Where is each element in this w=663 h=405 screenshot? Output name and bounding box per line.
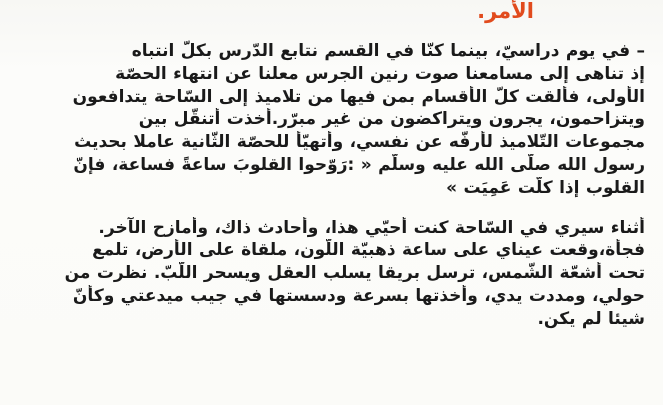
paragraph-one-line-1: – في يوم دراسيّ، بينما كنّا في القسم نتابع الدّرس بكلّ انتباه <box>131 41 645 61</box>
paragraph-one-line-5: مجموعات التّلاميذ لأرفّه عن نفسي، وأتهيّأ للحصّة الثّانية عاملا بحديث <box>74 132 645 153</box>
paragraph-one-line-7: القلوب إذا كلّت عَمِيَت » <box>446 177 645 198</box>
paragraph-one <box>16 40 645 200</box>
paragraph-two-line-2: فجأة،وقعت عيناي على ساعة ذهبيّة اللّون، ملقاة على الأرض، تلمع <box>92 240 645 261</box>
paragraph-two-line-3: تحت أشعّة الشّمس، ترسل بريقا يسلب العقل ويسحر اللّبّ. نظرت من <box>64 263 645 284</box>
document-content <box>16 40 645 331</box>
paragraph-two-line-5: شيئا لم يكن. <box>537 308 645 329</box>
paragraph-two-line-4: حولي، ومددت يدي، وأخذتها بسرعة ودسستها في جيب ميدعتي وكأنّ <box>72 285 645 306</box>
paragraph-one-line-4: ويتزاحمون، يجرون ويتراكضون من غير مبرّر.أخذت أتنقّل بين <box>138 109 645 130</box>
paragraph-two <box>16 217 645 331</box>
paragraph-one-line-3: الأولى، فألقت كلّ الأقسام بمن فيها من تلاميذ إلى السّاحة يتدافعون <box>72 86 645 107</box>
paragraph-one-line-2: إذ تناهى إلى مسامعنا صوت رنين الجرس معلنا عن انتهاء الحصّة <box>115 63 645 84</box>
paragraph-two-line-1: أثناء سيري في السّاحة كنت أحيّي هذا، وأحادث ذاك، وأمازح الآخر. <box>98 217 645 238</box>
paragraph-one-line-6: رسول الله صلّى الله عليه وسلّم « :رَوّحوا القلوبَ ساعةً فساعة، فإنّ <box>73 154 645 175</box>
top-text-fragment: الأمر. <box>477 0 534 23</box>
